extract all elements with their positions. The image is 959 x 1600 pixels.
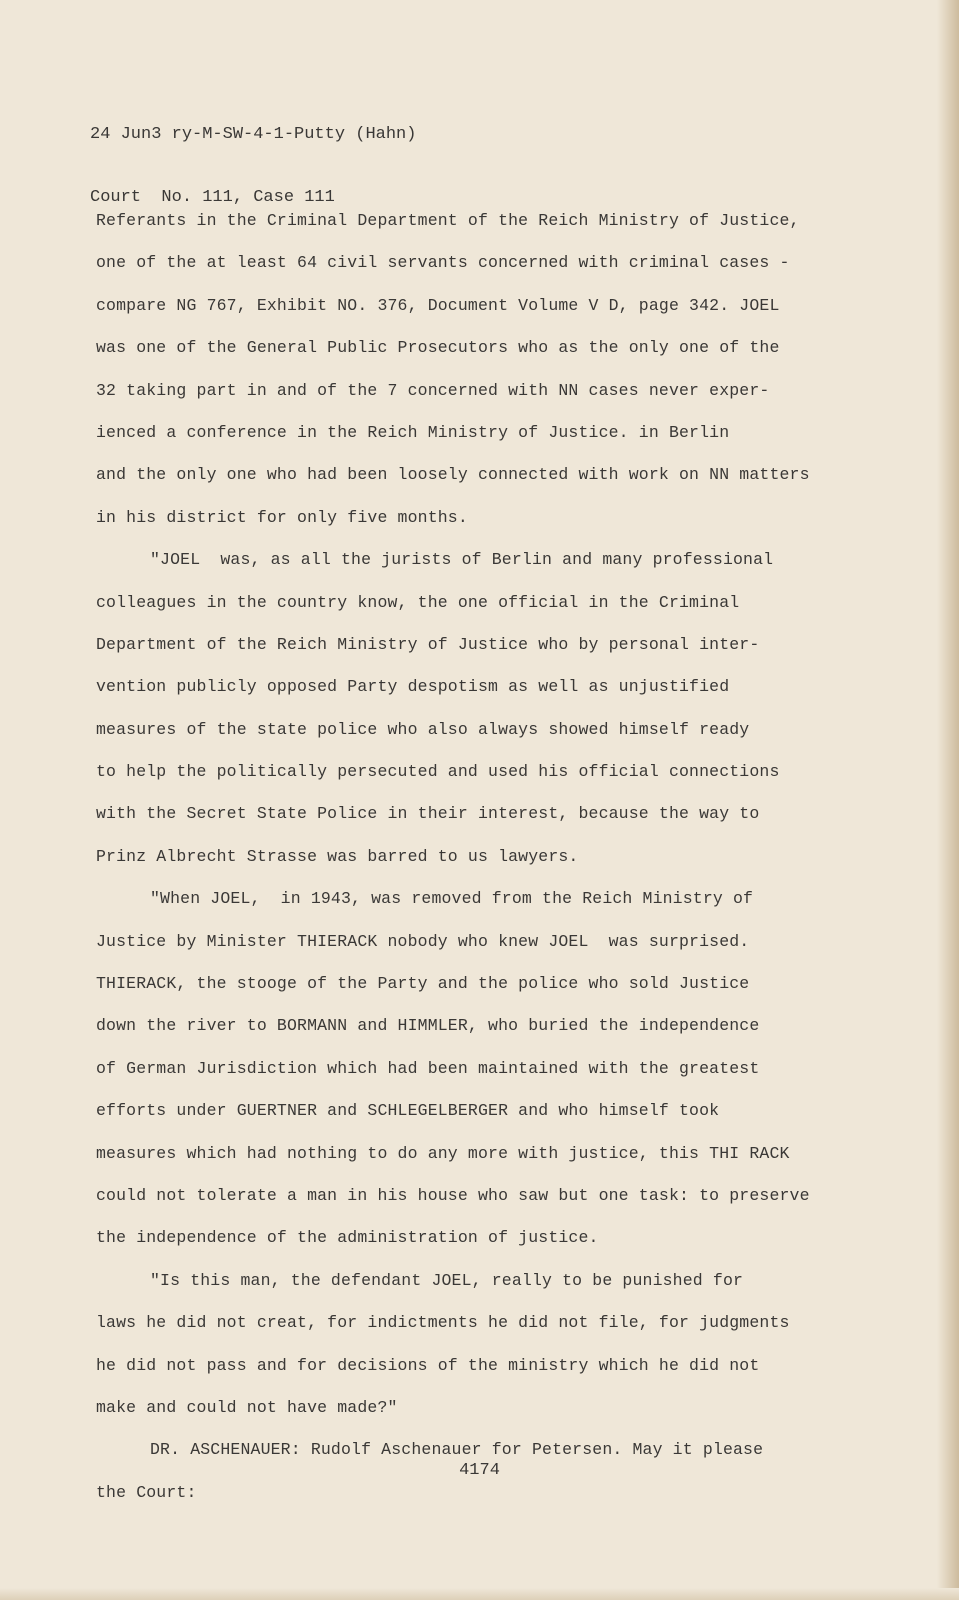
text-line: Justice by Minister THIERACK nobody who knew JOEL was surprised. [96,931,750,951]
page-number: 4174 [459,1461,500,1480]
text-line: THIERACK, the stooge of the Party and the police who sold Justice [96,974,750,994]
text-line: to help the politically persecuted and used his official connections [96,762,780,782]
text-line: "Is this man, the defendant JOEL, really to be punished for [150,1270,744,1290]
text-line: ienced a conference in the Reich Ministry of Justice. in Berlin [96,422,730,442]
text-line: one of the at least 64 civil servants concerned with criminal cases - [96,253,790,273]
text-line: colleagues in the country know, the one official in the Criminal [96,592,740,612]
text-line: measures which had nothing to do any more with justice, this THI RACK [96,1143,790,1163]
text-line: with the Secret State Police in their interest, because the way to [96,804,760,824]
text-line: measures of the state police who also always showed himself ready [96,719,750,739]
text-line: he did not pass and for decisions of the ministry which he did not [96,1355,760,1375]
text-line: the Court: [96,1482,197,1502]
transcript-body [96,200,841,1514]
text-line: make and could not have made?" [96,1397,398,1417]
text-line: the independence of the administration of justice. [96,1228,599,1248]
text-line: Department of the Reich Ministry of Justice who by personal inter- [96,634,760,654]
text-line: compare NG 767, Exhibit NO. 376, Document Volume V D, page 342. JOEL [96,295,780,315]
text-line: down the river to BORMANN and HIMMLER, who buried the independence [96,1016,760,1036]
text-line: and the only one who had been loosely connected with work on NN matters [96,465,810,485]
header-court-line: Court No. 111, Case 111 [90,188,335,207]
text-line: vention publicly opposed Party despotism as well as unjustified [96,677,730,697]
text-line: Prinz Albrecht Strasse was barred to us lawyers. [96,846,579,866]
text-line: in his district for only five months. [96,507,468,527]
text-line: DR. ASCHENAUER: Rudolf Aschenauer for Petersen. May it please [150,1440,764,1460]
paper-bottom-shadow [0,1588,959,1600]
text-line: Referants in the Criminal Department of the Reich Ministry of Justice, [96,211,800,230]
text-line: of German Jurisdiction which had been maintained with the greatest [96,1058,760,1078]
text-line: efforts under GUERTNER and SCHLEGELBERGER and who himself took [96,1101,720,1121]
text-line: was one of the General Public Prosecutors who as the only one of the [96,338,780,358]
text-line: "JOEL was, as all the jurists of Berlin and many professional [150,550,774,570]
text-line: laws he did not creat, for indictments he did not file, for judgments [96,1313,790,1333]
text-line: could not tolerate a man in his house who saw but one task: to preserve [96,1185,810,1205]
text-line: 32 taking part in and of the 7 concerned with NN cases never exper- [96,380,770,400]
header-date-line: 24 Jun3 ry-M-SW-4-1-Putty (Hahn) [90,125,417,144]
text-line: "When JOEL, in 1943, was removed from the Reich Ministry of [150,889,754,909]
paper-edge-shadow [937,0,959,1600]
